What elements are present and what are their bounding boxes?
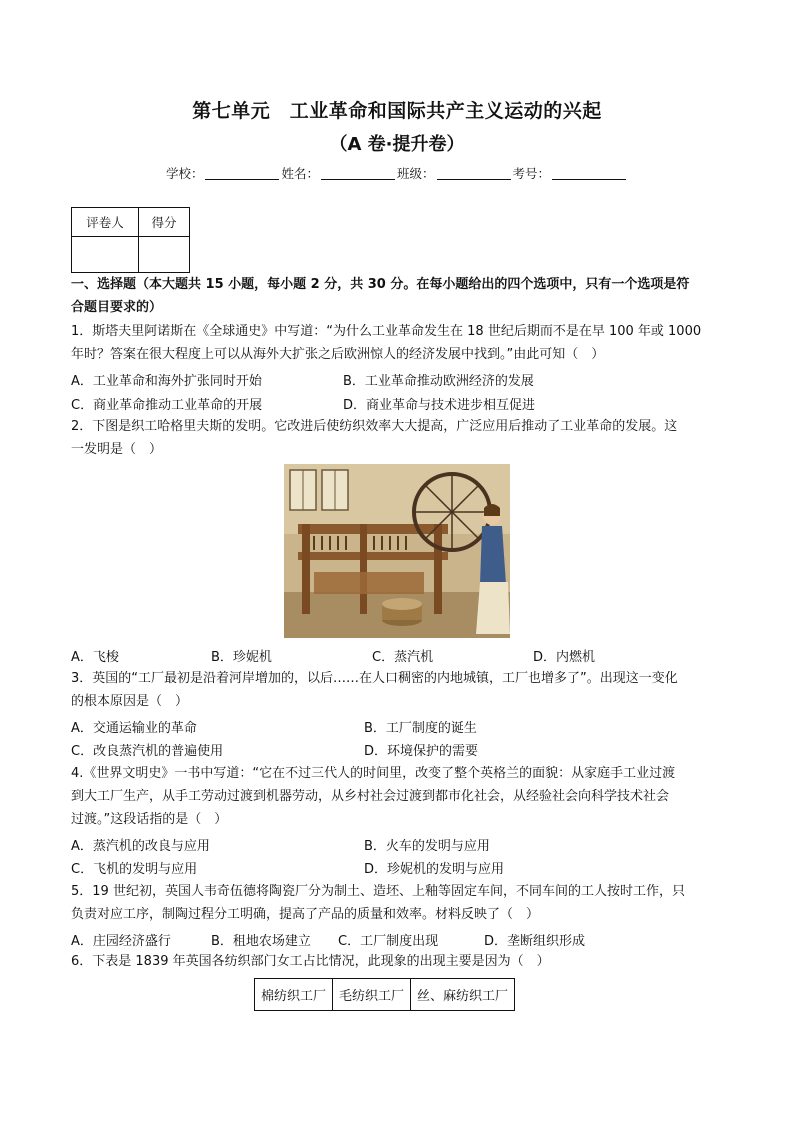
q1-stem-line1: 1．斯塔夫里阿诺斯在《全球通史》中写道：“为什么工业革命发生在 18 世纪后期而不是在早 100 年或 1000: [71, 324, 702, 339]
section-heading-line1: 一、选择题（本大题共 15 小题，每小题 2 分，共 30 分。在每小题给出的四个选项中，只有一个选项是符: [71, 277, 690, 292]
q4-stem-line1: 4.《世界文明史》一书中写道：“它在不过三代人的时间里，改变了整个英格兰的面貌：从家庭手工业过渡: [71, 766, 676, 781]
school-label: 学校：: [165, 166, 204, 181]
q4-stem-line2: 到大工厂生产，从手工劳动过渡到机器劳动，从乡村社会过渡到都市化社会，从经验社会向科学技术社会: [71, 789, 670, 804]
score-header: 得分: [139, 208, 190, 237]
q1-option-c[interactable]: C．商业革命推动工业革命的开展: [71, 398, 263, 413]
q5-stem-line2: 负责对应工序，制陶过程分工明确，提高了产品的质量和效率。材料反映了（ ）: [71, 907, 540, 922]
q1-option-d[interactable]: D．商业革命与技术进步相互促进: [343, 398, 536, 413]
class-label: 班级：: [397, 166, 435, 181]
q2-option-d[interactable]: D．内燃机: [533, 650, 596, 665]
table-header-silk-linen: 丝、麻纺织工厂: [411, 979, 515, 1011]
q3-option-d[interactable]: D．环境保护的需要: [364, 744, 479, 759]
q2-option-a[interactable]: A．飞梭: [71, 650, 119, 665]
q5-option-d[interactable]: D．垄断组织形成: [484, 934, 586, 949]
name-label: 姓名：: [281, 166, 319, 181]
q2-stem-line1: 2．下图是织工哈格里夫斯的发明。它改进后使纺织效率大大提高，广泛应用后推动了工业革命的发展。这: [71, 419, 678, 434]
q1-option-b[interactable]: B．工业革命推动欧洲经济的发展: [343, 374, 534, 389]
q2-stem-line2: 一发明是（ ）: [71, 442, 163, 457]
q4-option-d[interactable]: D．珍妮机的发明与应用: [364, 862, 505, 877]
student-info-row: [0, 164, 794, 182]
reviewer-cell[interactable]: [72, 237, 139, 273]
q6-data-table: [254, 978, 515, 1011]
q3-option-a[interactable]: A．交通运输业的革命: [71, 721, 197, 736]
exam-no-blank[interactable]: [552, 167, 626, 180]
q6-stem-line1: 6．下表是 1839 年英国各纺织部门女工占比情况，此现象的出现主要是因为（ ）: [71, 954, 550, 969]
q5-option-a[interactable]: A．庄园经济盛行: [71, 934, 171, 949]
q3-stem-line1: 3．英国的“工厂最初是沿着河岸增加的，以后……在人口稠密的内地城镇，工厂也增多了”。出现这一变化: [71, 671, 678, 686]
q4-stem-line3: 过渡。”这段话指的是（ ）: [71, 812, 228, 827]
section-heading-line2: 合题目要求的）: [71, 300, 163, 315]
q3-stem-line2: 的根本原因是（ ）: [71, 694, 189, 709]
q3-option-b[interactable]: B．工厂制度的诞生: [364, 721, 477, 736]
q4-option-a[interactable]: A．蒸汽机的改良与应用: [71, 839, 210, 854]
name-blank[interactable]: [321, 167, 395, 180]
class-blank[interactable]: [437, 167, 511, 180]
q5-option-c[interactable]: C．工厂制度出现: [338, 934, 439, 949]
q2-option-c[interactable]: C．蒸汽机: [372, 650, 434, 665]
q5-option-b[interactable]: B．租地农场建立: [211, 934, 311, 949]
q1-stem-line2: 年时？答案在很大程度上可以从海外大扩张之后欧洲惊人的经济发展中找到。”由此可知（ ）: [71, 347, 605, 362]
q2-option-b[interactable]: B．珍妮机: [211, 650, 272, 665]
reviewer-header: 评卷人: [72, 208, 139, 237]
score-cell[interactable]: [139, 237, 190, 273]
exam-no-label: 考号：: [512, 166, 551, 181]
table-header-cotton: 棉纺织工厂: [255, 979, 333, 1011]
page-title: 第七单元 工业革命和国际共产主义运动的兴起: [192, 100, 602, 122]
table-header-wool: 毛纺织工厂: [333, 979, 411, 1011]
spinning-jenny-illustration: [284, 464, 510, 638]
school-blank[interactable]: [205, 167, 279, 180]
q3-option-c[interactable]: C．改良蒸汽机的普遍使用: [71, 744, 224, 759]
q4-option-b[interactable]: B．火车的发明与应用: [364, 839, 490, 854]
page-subtitle: （A 卷·提升卷）: [329, 134, 465, 155]
q5-stem-line1: 5．19 世纪初，英国人韦奇伍德将陶瓷厂分为制土、造坯、上釉等固定车间，不同车间的工人按时工作，只: [71, 884, 685, 899]
q4-option-c[interactable]: C．飞机的发明与应用: [71, 862, 198, 877]
score-table: [71, 207, 190, 273]
q1-option-a[interactable]: A．工业革命和海外扩张同时开始: [71, 374, 262, 389]
